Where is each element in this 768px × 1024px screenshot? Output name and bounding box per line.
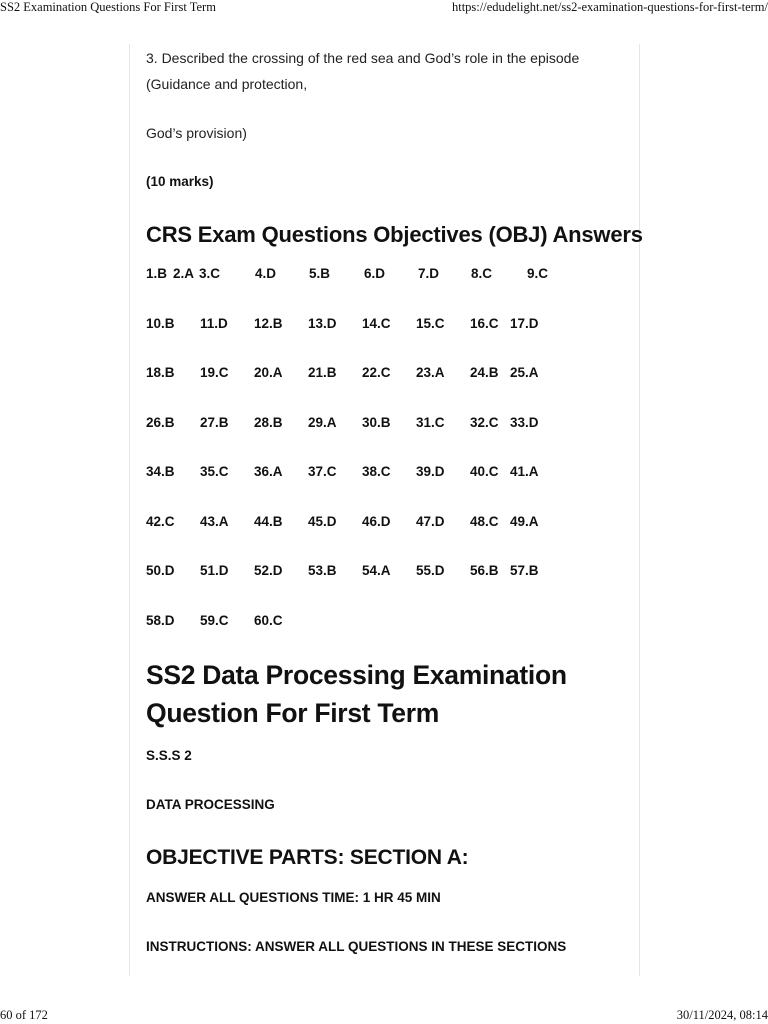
answer-item: 13.D — [308, 316, 337, 331]
answer-item: 24.B — [470, 365, 499, 380]
answer-item: 8.C — [471, 266, 493, 281]
print-footer — [0, 1008, 768, 1024]
answer-item: 30.B — [362, 415, 391, 430]
answer-item: 57.B — [510, 563, 539, 578]
answer-row — [130, 415, 639, 435]
answer-item: 28.B — [254, 415, 283, 430]
answer-item: 22.C — [362, 365, 391, 380]
answer-row — [130, 365, 639, 385]
answer-item: 56.B — [470, 563, 499, 578]
answer-item: 31.C — [416, 415, 445, 430]
answer-row — [130, 563, 639, 583]
article-content — [129, 44, 643, 976]
answer-row — [130, 266, 639, 286]
answer-item: 43.A — [200, 514, 229, 529]
answer-item: 54.A — [362, 563, 391, 578]
dp-heading-line-2: Question For First Term — [146, 698, 439, 728]
answer-item: 59.C — [200, 613, 229, 628]
crs-answers-heading: CRS Exam Questions Objectives (OBJ) Answers — [146, 222, 643, 247]
answer-item: 14.C — [362, 316, 391, 331]
answer-item: 18.B — [146, 365, 175, 380]
answer-item: 47.D — [416, 514, 445, 529]
answer-item: 33.D — [510, 415, 539, 430]
answer-item: 46.D — [362, 514, 391, 529]
question-3-line-2: (Guidance and protection, — [146, 76, 308, 92]
answer-item: 50.D — [146, 563, 175, 578]
answer-item: 5.B — [309, 266, 331, 281]
print-header-url: https://edudelight.net/ss2-examination-questions-for-first-term/ — [451, 0, 768, 14]
time-line: ANSWER ALL QUESTIONS TIME: 1 HR 45 MIN — [146, 890, 441, 905]
answer-item: 10.B — [146, 316, 175, 331]
answer-item: 4.D — [255, 266, 277, 281]
answer-item: 45.D — [308, 514, 337, 529]
answer-item: 48.C — [470, 514, 499, 529]
answer-item: 40.C — [470, 464, 499, 479]
answer-item: 26.B — [146, 415, 175, 430]
answer-row — [130, 514, 639, 534]
answer-item: 35.C — [200, 464, 229, 479]
answer-item: 38.C — [362, 464, 391, 479]
answer-item: 36.A — [254, 464, 283, 479]
answer-item: 3.C — [199, 266, 221, 281]
answer-item: 44.B — [254, 514, 283, 529]
answer-row — [130, 613, 639, 633]
answer-item: 37.C — [308, 464, 337, 479]
class-label: S.S.S 2 — [146, 748, 192, 763]
answer-item: 53.B — [308, 563, 337, 578]
subject-label: DATA PROCESSING — [146, 797, 275, 812]
instructions-line: INSTRUCTIONS: ANSWER ALL QUESTIONS IN THESE SECTIONS — [146, 939, 567, 954]
dp-heading — [146, 656, 567, 732]
print-header — [0, 0, 768, 16]
answer-item: 21.B — [308, 365, 337, 380]
answer-item: 41.A — [510, 464, 539, 479]
print-footer-datetime: 30/11/2024, 08:14 — [676, 1008, 768, 1022]
answer-item: 34.B — [146, 464, 175, 479]
objective-heading: OBJECTIVE PARTS: SECTION A: — [146, 846, 469, 869]
answer-item: 39.D — [416, 464, 445, 479]
print-footer-page: 60 of 172 — [0, 1008, 48, 1022]
answer-item: 20.A — [254, 365, 283, 380]
answer-item: 42.C — [146, 514, 175, 529]
answer-item: 27.B — [200, 415, 229, 430]
answer-item: 51.D — [200, 563, 229, 578]
answer-row — [130, 464, 639, 484]
question-3-line-3: God’s provision) — [146, 125, 247, 141]
answer-row — [130, 316, 639, 336]
answer-item: 6.D — [364, 266, 386, 281]
answer-item: 1.B — [146, 266, 168, 281]
answer-item: 9.C — [527, 266, 549, 281]
answer-item: 11.D — [200, 316, 228, 331]
answer-item: 15.C — [416, 316, 445, 331]
answer-item: 23.A — [416, 365, 445, 380]
answer-item: 32.C — [470, 415, 499, 430]
dp-heading-line-1: SS2 Data Processing Examination — [146, 660, 567, 690]
answer-item: 25.A — [510, 365, 539, 380]
answer-item: 2.A — [173, 266, 195, 281]
answer-item: 55.D — [416, 563, 445, 578]
answer-item: 12.B — [254, 316, 283, 331]
answer-item: 7.D — [418, 266, 440, 281]
answer-item: 29.A — [308, 415, 337, 430]
answer-item: 17.D — [510, 316, 539, 331]
answer-item: 60.C — [254, 613, 283, 628]
answer-item: 52.D — [254, 563, 283, 578]
question-3-line-1: 3. Described the crossing of the red sea and God’s role in the episode — [146, 50, 580, 66]
question-3-marks: (10 marks) — [146, 174, 214, 189]
answer-item: 16.C — [470, 316, 499, 331]
answer-item: 49.A — [510, 514, 539, 529]
answer-item: 19.C — [200, 365, 229, 380]
print-header-title: SS2 Examination Questions For First Term — [0, 0, 216, 14]
answer-item: 58.D — [146, 613, 175, 628]
